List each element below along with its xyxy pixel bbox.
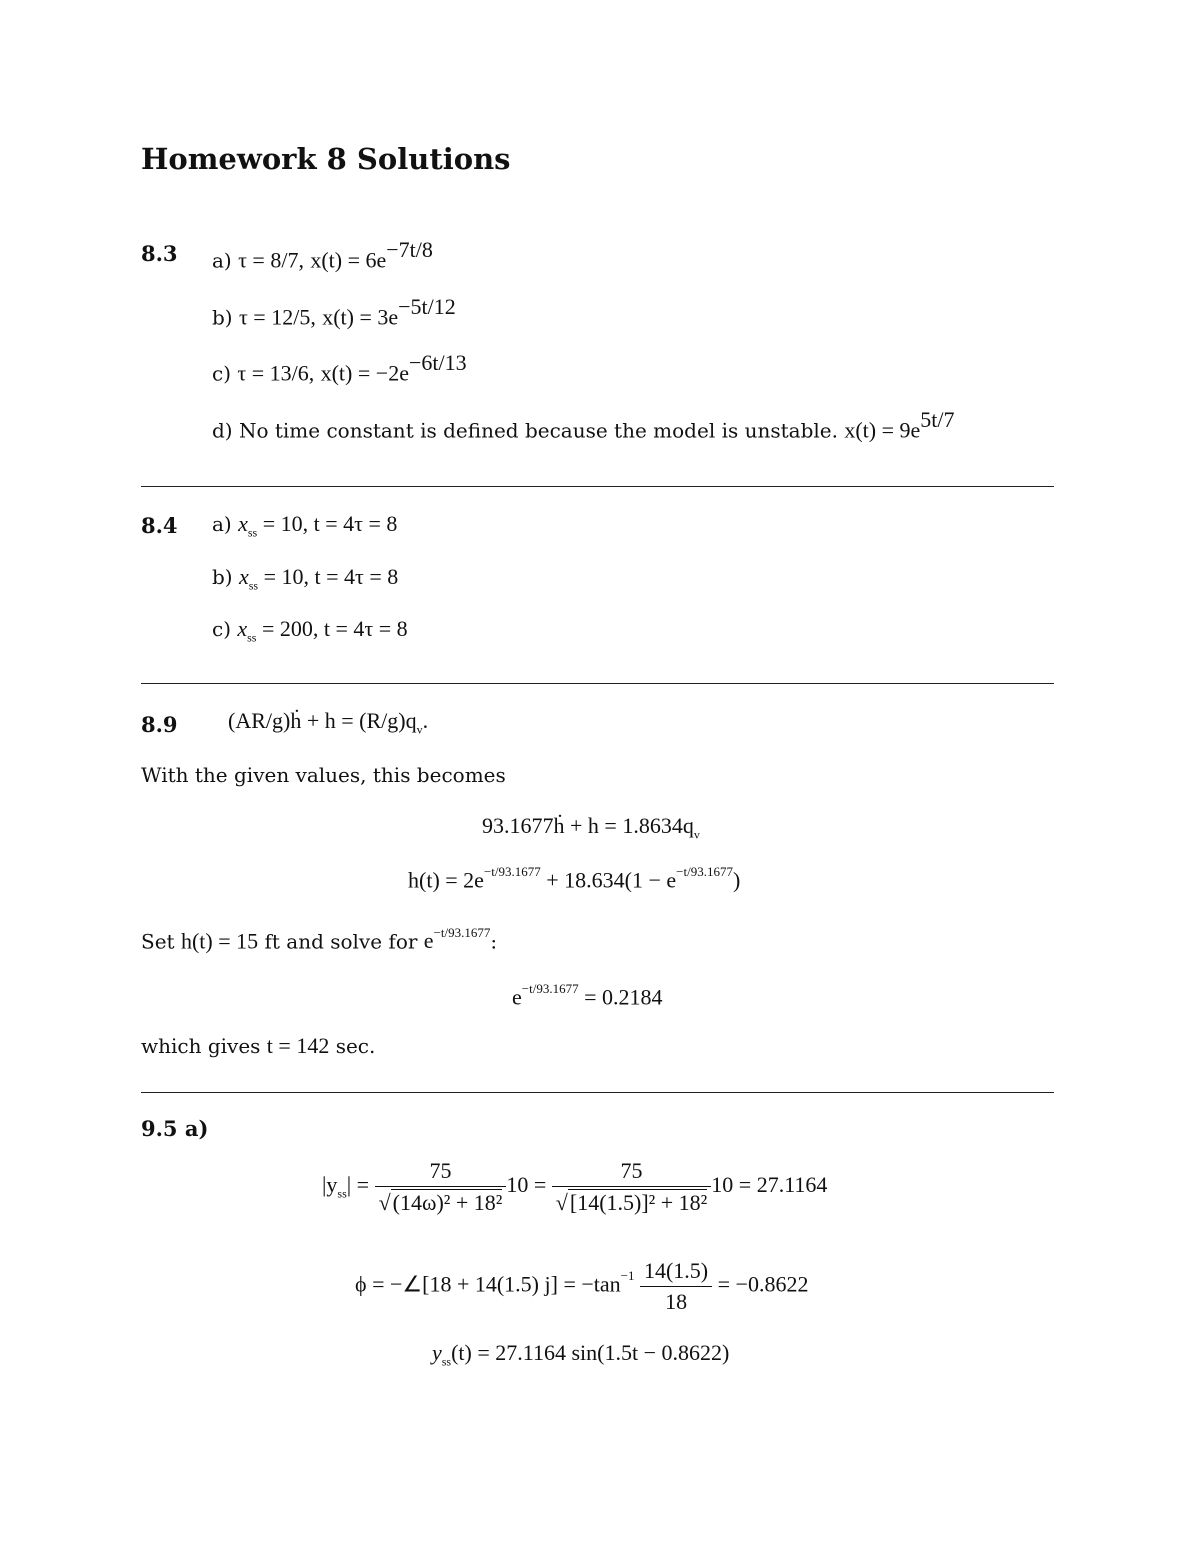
x-symbol: x [237,616,248,641]
equation-1-body: 93.1677ḣ + h = 1.8634q [482,813,694,838]
problem-8-3-part-d [212,407,955,444]
period: . [422,708,429,733]
set-condition [141,925,498,954]
amp-lhs-end: | = [346,1172,370,1198]
exponent: 5t/7 [920,407,955,432]
equation-2-part: h(t) = 2e [408,867,484,893]
solution-x: x(t) = 9e [844,417,921,443]
section-divider [141,1092,1054,1093]
subscript: ss [337,1186,347,1201]
denominator: (14ω)² + 18² [392,1190,503,1215]
x-symbol: x [238,564,249,589]
colon: : [490,929,498,954]
amp-result: 10 = 27.1164 [711,1172,828,1198]
equation-rest: = 10, t = 4τ = 8 [258,564,399,589]
numerator: 14(1.5) [643,1258,709,1283]
e-symbol: e [512,984,522,1010]
model-equation-body: (AR/g)ḣ + h = (R/g)q [228,708,417,733]
unit: sec. [335,1034,376,1058]
phase-lhs: ϕ = −∠[18 + 14(1.5) j] = −tan [355,1271,621,1297]
denominator: [14(1.5)]² + 18² [569,1190,708,1215]
fraction [640,1258,712,1315]
y-symbol: y [432,1340,442,1365]
tau-value: τ = 8/7, [238,247,304,273]
part-label: d) [212,418,233,443]
subscript: ss [248,578,259,593]
amp-lhs: |y [322,1172,338,1198]
equation-3-rest: = 0.2184 [578,984,663,1010]
exponent: −t/93.1677 [483,864,541,879]
part-d-text: No time constant is defined because the model is unstable. [238,418,838,443]
exponent: −1 [620,1268,635,1284]
problem-8-4-number: 8.4 [141,513,178,538]
part-label: a) [212,248,232,273]
part-label: b) [212,565,233,589]
time-result: t = 142 [266,1033,330,1058]
exponent: −t/93.1677 [676,864,733,879]
problem-8-3-part-b [212,294,456,331]
amp-middle: 10 = [506,1172,547,1198]
section-divider [141,486,1054,487]
text: which gives [141,1034,261,1058]
steady-state-rest: (t) = 27.1164 sin(1.5t − 0.8622) [451,1340,730,1365]
text: ft and solve for [264,929,418,954]
problem-8-3-number: 8.3 [141,241,178,266]
tau-value: τ = 12/5, [238,304,316,330]
tau-value: τ = 13/6, [237,360,315,386]
amplitude-equation [322,1158,827,1216]
equation-rest: = 10, t = 4τ = 8 [257,511,398,536]
part-label: b) [212,305,233,330]
problem-8-4-part-c [212,616,408,645]
phase-equation [355,1258,808,1315]
equation-2-part: + 18.634(1 − e [540,867,677,893]
phase-result: = −0.8622 [717,1271,809,1297]
problem-8-9-number: 8.9 [141,712,178,737]
solution-x: x(t) = 6e [310,247,387,273]
steady-state-equation [432,1340,729,1369]
problem-8-3-part-c [212,350,467,387]
numerator: 75 [620,1158,643,1183]
solution-x: x(t) = 3e [322,304,399,330]
model-equation [228,708,428,737]
subscript: ss [441,1354,452,1369]
equation-rest: = 200, t = 4τ = 8 [256,616,408,641]
exponent: −t/93.1677 [521,981,579,996]
exponent: −5t/12 [398,294,456,319]
fraction: $\frac{75}{\text{√[14(1.5)]² + 18²}}$ [552,1158,711,1216]
subscript: v [416,722,423,737]
height-condition: h(t) = 15 [180,928,259,954]
x-symbol: x [238,511,248,536]
problem-9-5-number: 9.5 a) [141,1116,209,1141]
fraction: $\frac{75}{\text{√(14ω)² + 18²}}$ [375,1158,507,1216]
text: Set [141,929,175,954]
e-symbol: e [423,928,434,954]
subscript: v [693,827,700,842]
problem-8-4-part-a [212,511,397,540]
subscript: ss [247,525,258,540]
equation-3 [512,981,663,1010]
equation-2-part: ) [732,867,741,893]
equation-1 [482,813,700,842]
problem-8-4-part-b [212,564,398,593]
intro-text: With the given values, this becomes [141,763,506,787]
subscript: ss [247,630,257,645]
page-title: Homework 8 Solutions [141,142,511,176]
section-divider [141,683,1054,684]
part-label: a) [212,512,232,536]
problem-8-3-part-a [212,237,433,274]
denominator: 18 [640,1286,712,1315]
solution-x: x(t) = −2e [320,360,409,386]
exponent: −t/93.1677 [433,925,491,940]
exponent: −7t/8 [386,237,433,262]
part-label: c) [212,617,232,641]
numerator: 75 [429,1158,452,1183]
result-text [141,1033,375,1059]
equation-2 [408,864,741,893]
exponent: −6t/13 [408,350,467,375]
part-label: c) [212,361,232,386]
